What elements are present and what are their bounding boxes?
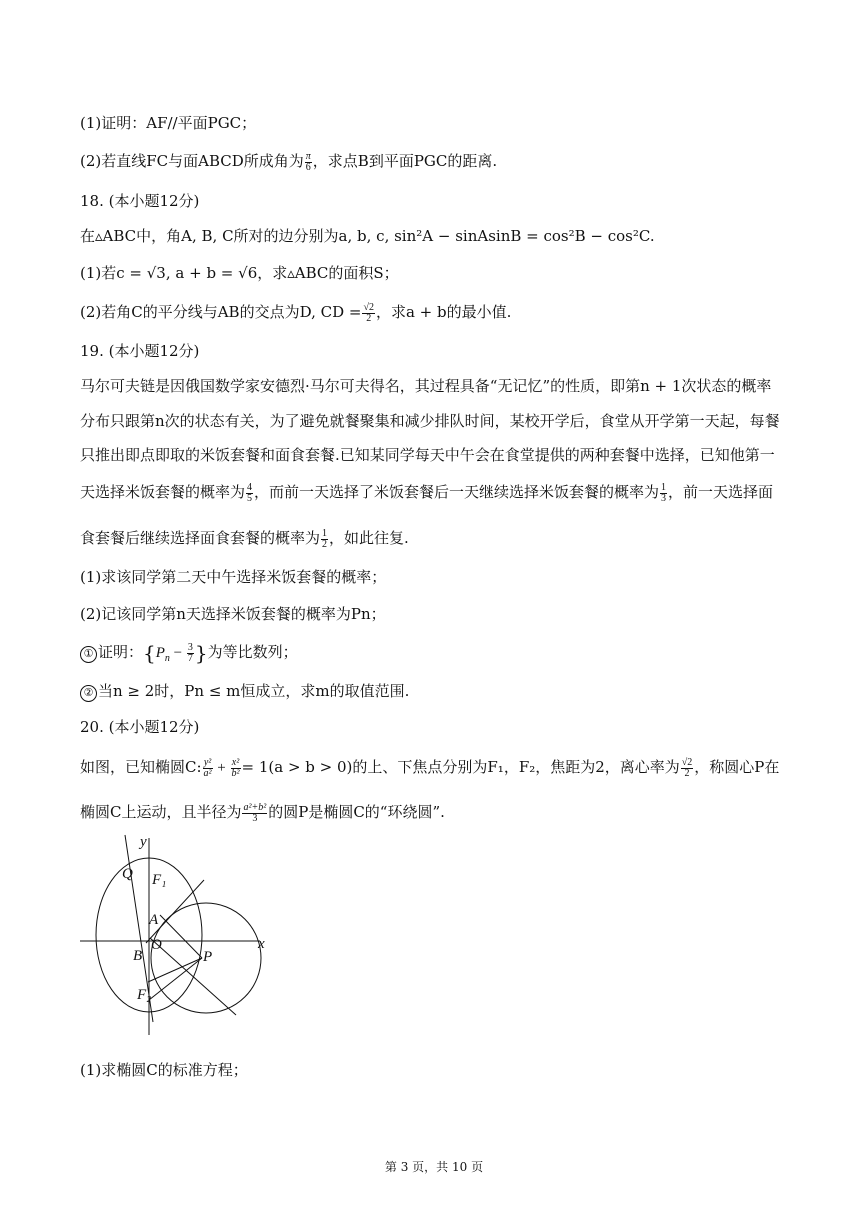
fraction-sqrt2-over-2-b: $\frac{√2}{2}$ — [681, 756, 693, 779]
q19-line2: 分布只跟第n次的状态有关，为了避免就餐聚集和减少排队时间，某校开学后，食堂从开学第一天起，每餐 — [80, 412, 780, 430]
label-a: A — [149, 912, 159, 928]
q19-part1: (1)求该同学第二天中午选择米饭套餐的概率； — [80, 568, 387, 586]
q20-line2-b: 的圆P是椭圆C的“环绕圆”. — [268, 803, 445, 821]
label-f1: F₁ — [152, 872, 167, 888]
fraction-x2-over-b2: $\frac{\text{x²}}{\text{b²}}$ — [231, 756, 240, 779]
fraction-4-over-5: $\frac{4}{5}$ — [247, 481, 253, 504]
q19-line5 — [80, 527, 409, 550]
fraction-1-over-3: $\frac{1}{3}$ — [661, 481, 667, 504]
q19-header: 19. (本小题12分) — [80, 342, 200, 360]
q20-line1: 如图，已知椭圆C: $\frac{\text{y²}}{\text{a²}}$ + $\frac{\text{x²}}{\text{b²}}$ = 1(a > b > 0)的上、下焦点分别为F₁，F₂，焦距为2，离心率为 $\frac{√2}{2}$ ，称圆心P在 — [80, 756, 780, 779]
q20-line1-c: ，称圆心P在 — [694, 758, 780, 776]
segment-a-p — [160, 915, 202, 958]
q20-line1-a: 如图，已知椭圆C: — [80, 758, 202, 776]
q20-line2 — [80, 801, 445, 824]
q19-line5-a: 食套餐后继续选择面食套餐的概率为 — [80, 529, 321, 547]
q19-line4-b: ，而前一天选择了米饭套餐后一天继续选择米饭套餐的概率为 — [254, 483, 660, 501]
segment-b-p — [148, 958, 202, 982]
label-f2: F₂ — [137, 987, 152, 1003]
circled-number-1: ① — [80, 646, 97, 663]
label-q: Q — [122, 866, 133, 882]
q19-line4 — [80, 481, 773, 504]
fraction-a2b2-over-3: $\frac{\text{a²+b²}}{3}$ — [243, 801, 267, 824]
q17-part1: (1)证明：AF//平面PGC； — [80, 114, 257, 132]
fraction-sqrt2-over-2: $\frac{√2}{2}$ — [363, 301, 374, 324]
fraction-y2-over-a2: $\frac{\text{y²}}{\text{a²}}$ — [203, 756, 212, 779]
q18-part2 — [80, 301, 511, 324]
page-footer: 第 3 页，共 10 页 — [384, 1160, 484, 1174]
q19-line4-a: 天选择米饭套餐的概率为 — [80, 483, 246, 501]
ellipse-circle-figure — [78, 830, 278, 1045]
q20-part1: (1)求椭圆C的标准方程； — [80, 1061, 248, 1079]
q19-sub1-pre: 证明： — [98, 643, 144, 661]
fraction-1-over-2: $\frac{1}{2}$ — [322, 527, 328, 550]
q19-line5-b: ，如此往复. — [329, 529, 409, 547]
q20-line2-a: 椭圆C上运动，且半径为 — [80, 803, 242, 821]
q19-line1: 马尔可夫链是因俄国数学家安德烈·马尔可夫得名，其过程具备“无记忆”的性质，即第n + 1次状态的概率 — [80, 377, 772, 395]
label-b: B — [133, 948, 143, 964]
label-p: P — [203, 949, 213, 965]
q18-part2-pre: (2)若角C的平分线与AB的交点为D, CD = — [80, 303, 362, 321]
q19-sub2 — [80, 680, 409, 702]
q17-part2-post: ，求点B到平面PGC的距离. — [312, 152, 498, 170]
q19-line4-c: ，前一天选择面 — [668, 483, 774, 501]
fraction-3-over-7: $\frac{3}{7}$ — [187, 641, 193, 664]
q18-part1: (1)若c = √3, a + b = √6，求▵ABC的面积S； — [80, 264, 399, 282]
q20-line1-b: = 1(a > b > 0)的上、下焦点分别为F₁，F₂，焦距为2，离心率为 — [241, 758, 680, 776]
q17-part2-pre: (2)若直线FC与面ABCD所成角为 — [80, 152, 304, 170]
q18-header: 18. (本小题12分) — [80, 192, 200, 210]
q17-part2 — [80, 150, 497, 173]
label-x: x — [258, 936, 265, 952]
q20-header: 20. (本小题12分) — [80, 718, 200, 736]
q19-sub1-post: 为等比数列； — [207, 643, 298, 661]
q19-line3: 只推出即点即取的米饭套餐和面食套餐.已知某同学每天中午会在食堂提供的两种套餐中选择，已知他第一 — [80, 446, 775, 464]
fraction-pi-over-6: $\frac{\pi}{6}$ — [305, 150, 311, 173]
segment-f2-p — [149, 958, 202, 1000]
tangent-line-b — [150, 938, 236, 1015]
q19-sub2-text: 当n ≥ 2时，Pn ≤ m恒成立，求m的取值范围. — [98, 682, 410, 700]
q19-part2: (2)记该同学第n天选择米饭套餐的概率为Pn； — [80, 605, 386, 623]
circled-number-2: ② — [80, 685, 97, 702]
label-o: O — [151, 937, 162, 953]
q18-stem: 在▵ABC中，角A, B, C所对的边分别为a, b, c, sin²A − sinAsinB = cos²B − cos²C. — [80, 227, 655, 245]
q18-part2-post: ，求a + b的最小值. — [375, 303, 512, 321]
q19-sub1: ① 证明：{$P_n$ − $\frac{3}{7}$ }为等比数列； — [80, 641, 298, 670]
label-y: y — [140, 834, 147, 850]
